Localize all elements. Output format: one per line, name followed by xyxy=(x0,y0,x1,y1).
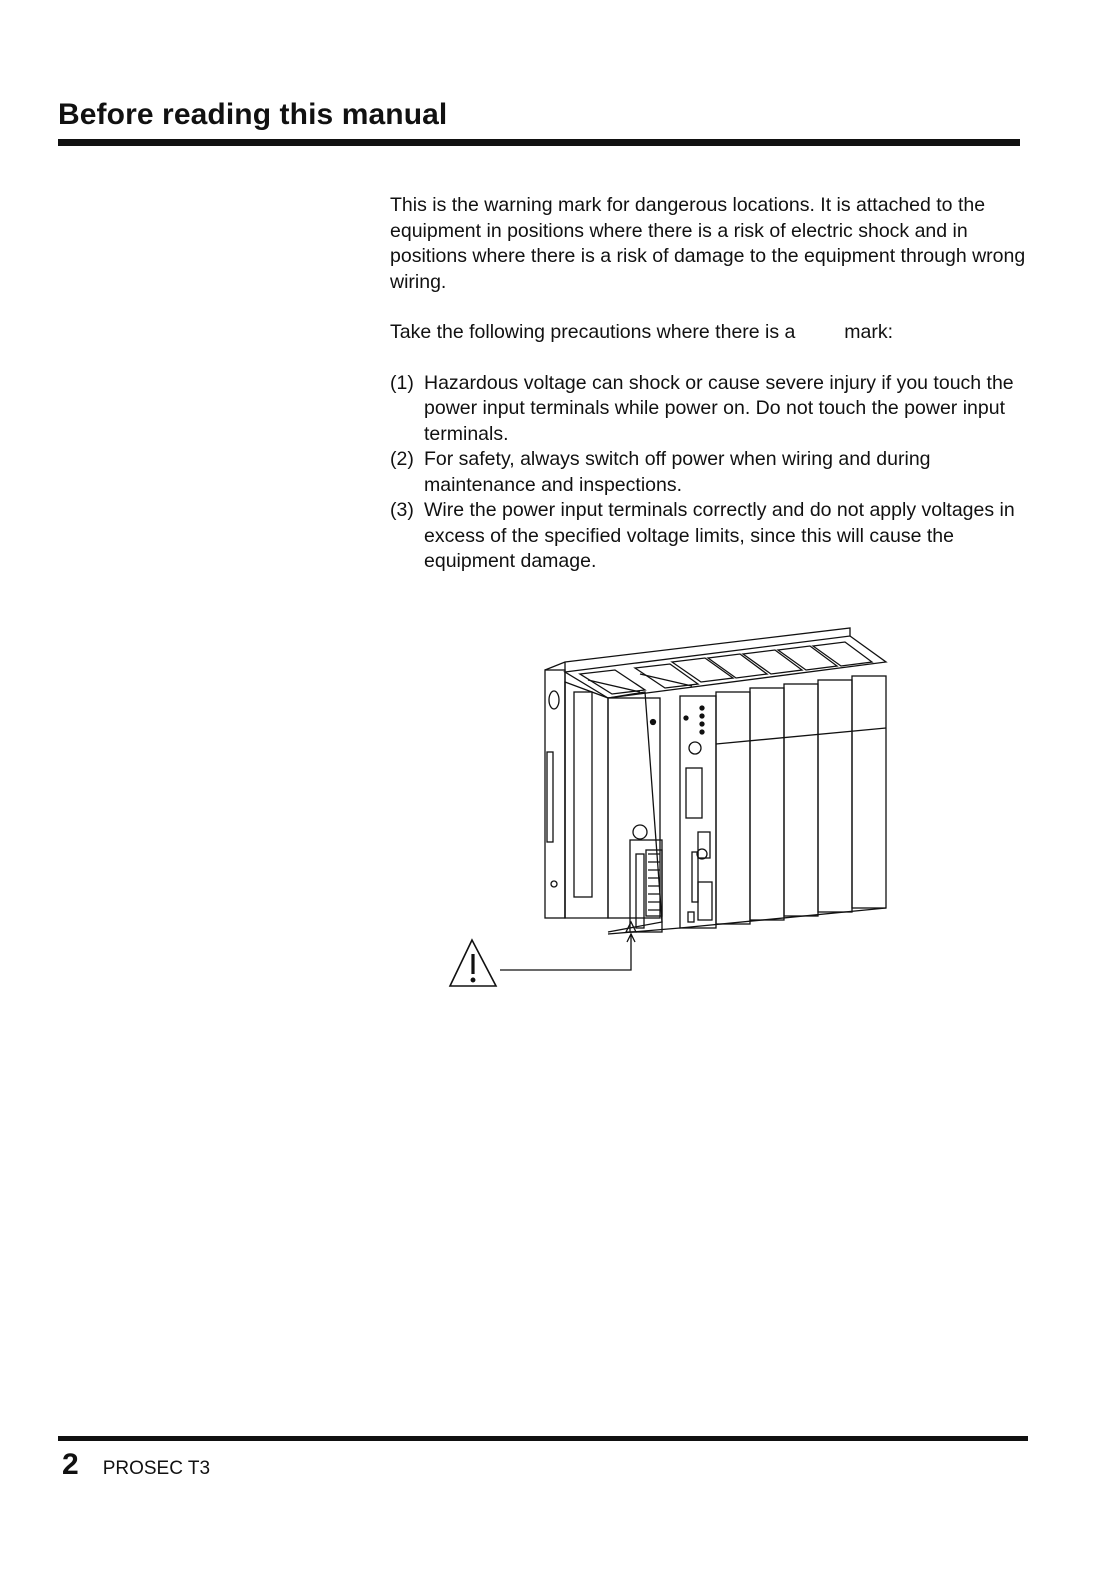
list-item-number: (1) xyxy=(390,371,414,394)
list-item-text: For safety, always switch off power when wiring and during maintenance and inspections. xyxy=(424,448,931,496)
list-item xyxy=(390,371,1030,448)
intro-paragraph: This is the warning mark for dangerous locations. It is attached to the equipment in positions where there is a risk of electric shock and in positions where there is a risk of damage to the equipment through wrong wiring. xyxy=(390,194,1026,293)
page-footer xyxy=(62,1448,210,1482)
list-item xyxy=(390,498,1030,575)
page-title: Before reading this manual xyxy=(58,98,448,131)
warning-triangle-icon xyxy=(450,940,496,986)
io-modules xyxy=(716,676,886,924)
cpu-module xyxy=(680,696,716,928)
leader-line xyxy=(500,934,631,970)
footer-rule xyxy=(58,1436,1028,1441)
list-item-number: (2) xyxy=(390,448,414,470)
precaution-list xyxy=(390,371,1030,575)
page-number: 2 xyxy=(62,1448,79,1481)
precaution-lead-end: mark: xyxy=(844,321,893,343)
title-rule xyxy=(58,139,1020,146)
list-item xyxy=(390,447,1030,498)
main-content xyxy=(390,193,1030,575)
plc-rack-illustration xyxy=(440,622,910,1002)
product-name: PROSEC T3 xyxy=(102,1458,211,1479)
list-item-text: Hazardous voltage can shock or cause severe injury if you touch the power input terminals while power on. Do not touch the power input terminals. xyxy=(424,371,1014,445)
rack-top-covers xyxy=(565,636,886,698)
list-item-text: Wire the power input terminals correctly and do not apply voltages in excess of the specified voltage limits, since this will cause the equipment damage. xyxy=(424,499,1015,572)
precaution-lead xyxy=(390,320,1030,346)
precaution-lead-text: Take the following precautions where there is a xyxy=(390,321,796,343)
rack-base xyxy=(608,908,886,934)
power-supply-module xyxy=(565,682,662,932)
list-item-number: (3) xyxy=(390,499,414,521)
